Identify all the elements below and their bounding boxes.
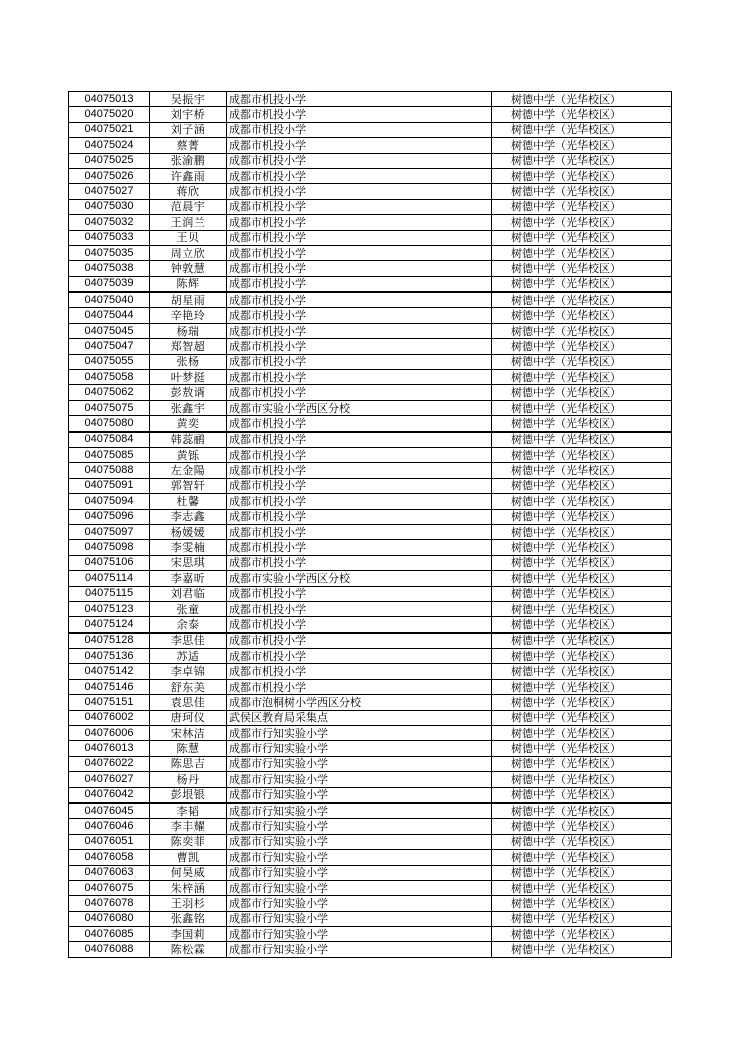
- school-cell: 成都市机投小学: [227, 509, 492, 524]
- table-row: [69, 601, 672, 616]
- student-id-cell: 04075033: [69, 230, 150, 245]
- student-id-cell: 04075128: [69, 633, 150, 649]
- student-id-cell: 04075044: [69, 308, 150, 323]
- student-id-cell: 04076063: [69, 865, 150, 880]
- school-cell: 成都市机投小学: [227, 107, 492, 122]
- student-name-cell: 杜馨: [150, 494, 227, 509]
- table-row: [69, 122, 672, 137]
- school-cell: 武侯区教育局采集点: [227, 710, 492, 725]
- table-row: [69, 555, 672, 570]
- student-name-cell: 袁思佳: [150, 695, 227, 710]
- school-cell: 成都市行知实验小学: [227, 865, 492, 880]
- destination-cell: 树德中学（光华校区）: [492, 803, 672, 819]
- student-name-cell: 杨丹: [150, 772, 227, 787]
- table-row: [69, 339, 672, 354]
- destination-cell: 树德中学（光华校区）: [492, 261, 672, 276]
- table-row: [69, 261, 672, 276]
- table-row: [69, 710, 672, 725]
- destination-cell: 树德中学（光华校区）: [492, 695, 672, 710]
- school-cell: 成都市机投小学: [227, 261, 492, 276]
- school-cell: 成都市行知实验小学: [227, 942, 492, 957]
- school-cell: 成都市实验小学西区分校: [227, 571, 492, 586]
- table-row: [69, 107, 672, 122]
- student-name-cell: 李韬: [150, 803, 227, 819]
- school-cell: 成都市机投小学: [227, 276, 492, 292]
- destination-cell: 树德中学（光华校区）: [492, 184, 672, 199]
- table-row: [69, 524, 672, 539]
- student-id-cell: 04075020: [69, 107, 150, 122]
- student-name-cell: 辛艳玲: [150, 308, 227, 323]
- destination-cell: 树德中学（光华校区）: [492, 649, 672, 664]
- table-row: [69, 308, 672, 323]
- student-name-cell: 张杨: [150, 354, 227, 369]
- school-cell: 成都市机投小学: [227, 292, 492, 308]
- school-cell: 成都市机投小学: [227, 617, 492, 633]
- table-row: [69, 617, 672, 633]
- destination-cell: 树德中学（光华校区）: [492, 741, 672, 756]
- destination-cell: 树德中学（光华校区）: [492, 168, 672, 183]
- destination-cell: 树德中学（光华校区）: [492, 756, 672, 771]
- table-row: [69, 230, 672, 245]
- school-cell: 成都市机投小学: [227, 339, 492, 354]
- student-name-cell: 李国莉: [150, 927, 227, 942]
- student-id-cell: 04075142: [69, 664, 150, 679]
- table-row: [69, 756, 672, 771]
- student-name-cell: 蔡菁: [150, 138, 227, 153]
- destination-cell: 树德中学（光华校区）: [492, 339, 672, 354]
- destination-cell: 树德中学（光华校区）: [492, 927, 672, 942]
- destination-cell: 树德中学（光华校区）: [492, 230, 672, 245]
- table-row: [69, 787, 672, 803]
- student-id-cell: 04075027: [69, 184, 150, 199]
- destination-cell: 树德中学（光华校区）: [492, 911, 672, 926]
- school-cell: 成都市机投小学: [227, 215, 492, 230]
- table-row: [69, 276, 672, 292]
- destination-cell: 树德中学（光华校区）: [492, 447, 672, 462]
- student-name-cell: 杨媛媛: [150, 524, 227, 539]
- school-cell: 成都市机投小学: [227, 92, 492, 107]
- student-id-cell: 04075047: [69, 339, 150, 354]
- student-name-cell: 陈奕菲: [150, 834, 227, 849]
- destination-cell: 树德中学（光华校区）: [492, 524, 672, 539]
- destination-cell: 树德中学（光华校区）: [492, 276, 672, 292]
- table-row: [69, 400, 672, 415]
- school-cell: 成都市机投小学: [227, 649, 492, 664]
- table-row: [69, 494, 672, 509]
- student-name-cell: 余泰: [150, 617, 227, 633]
- student-id-cell: 04076045: [69, 803, 150, 819]
- destination-cell: 树德中学（光华校区）: [492, 896, 672, 911]
- student-id-cell: 04076080: [69, 911, 150, 926]
- destination-cell: 树德中学（光华校区）: [492, 834, 672, 849]
- school-cell: 成都市机投小学: [227, 586, 492, 601]
- student-name-cell: 范晨宇: [150, 199, 227, 214]
- destination-cell: 树德中学（光华校区）: [492, 772, 672, 787]
- school-cell: 成都市行知实验小学: [227, 726, 492, 741]
- destination-cell: 树德中学（光华校区）: [492, 850, 672, 865]
- student-name-cell: 李志鑫: [150, 509, 227, 524]
- student-name-cell: 钟敦慧: [150, 261, 227, 276]
- student-id-cell: 04075098: [69, 540, 150, 555]
- student-id-cell: 04076075: [69, 880, 150, 895]
- school-cell: 成都市机投小学: [227, 138, 492, 153]
- destination-cell: 树德中学（光华校区）: [492, 726, 672, 741]
- school-cell: 成都市机投小学: [227, 385, 492, 400]
- student-id-cell: 04075035: [69, 245, 150, 260]
- destination-cell: 树德中学（光华校区）: [492, 664, 672, 679]
- school-cell: 成都市机投小学: [227, 478, 492, 493]
- admission-table: [68, 91, 672, 958]
- student-id-cell: 04075096: [69, 509, 150, 524]
- destination-cell: 树德中学（光华校区）: [492, 370, 672, 385]
- student-name-cell: 杨瑞: [150, 323, 227, 338]
- table-row: [69, 679, 672, 694]
- student-id-cell: 04075097: [69, 524, 150, 539]
- student-name-cell: 张童: [150, 601, 227, 616]
- table-row: [69, 323, 672, 338]
- destination-cell: 树德中学（光华校区）: [492, 308, 672, 323]
- table-row: [69, 168, 672, 183]
- destination-cell: 树德中学（光华校区）: [492, 633, 672, 649]
- student-id-cell: 04075075: [69, 400, 150, 415]
- student-name-cell: 韩蕊鹂: [150, 432, 227, 448]
- table-row: [69, 942, 672, 957]
- student-name-cell: 黄铄: [150, 447, 227, 462]
- student-name-cell: 王贝: [150, 230, 227, 245]
- school-cell: 成都市机投小学: [227, 370, 492, 385]
- table-row: [69, 865, 672, 880]
- student-name-cell: 周立欣: [150, 245, 227, 260]
- destination-cell: 树德中学（光华校区）: [492, 432, 672, 448]
- student-id-cell: 04076085: [69, 927, 150, 942]
- destination-cell: 树德中学（光华校区）: [492, 416, 672, 432]
- table-row: [69, 432, 672, 448]
- student-name-cell: 张鑫铭: [150, 911, 227, 926]
- school-cell: 成都市实验小学西区分校: [227, 400, 492, 415]
- school-cell: 成都市行知实验小学: [227, 927, 492, 942]
- destination-cell: 树德中学（光华校区）: [492, 92, 672, 107]
- school-cell: 成都市行知实验小学: [227, 787, 492, 803]
- school-cell: 成都市机投小学: [227, 664, 492, 679]
- table-row: [69, 509, 672, 524]
- destination-cell: 树德中学（光华校区）: [492, 215, 672, 230]
- destination-cell: 树德中学（光华校区）: [492, 385, 672, 400]
- school-cell: 成都市机投小学: [227, 633, 492, 649]
- school-cell: 成都市机投小学: [227, 199, 492, 214]
- destination-cell: 树德中学（光华校区）: [492, 710, 672, 725]
- table-row: [69, 772, 672, 787]
- destination-cell: 树德中学（光华校区）: [492, 571, 672, 586]
- student-id-cell: 04075123: [69, 601, 150, 616]
- student-name-cell: 陈思吉: [150, 756, 227, 771]
- student-id-cell: 04076022: [69, 756, 150, 771]
- school-cell: 成都市机投小学: [227, 447, 492, 462]
- table-row: [69, 540, 672, 555]
- table-row: [69, 741, 672, 756]
- student-name-cell: 左金陽: [150, 463, 227, 478]
- school-cell: 成都市行知实验小学: [227, 819, 492, 834]
- student-name-cell: 王润兰: [150, 215, 227, 230]
- table-row: [69, 649, 672, 664]
- school-cell: 成都市机投小学: [227, 524, 492, 539]
- student-id-cell: 04075124: [69, 617, 150, 633]
- school-cell: 成都市机投小学: [227, 122, 492, 137]
- destination-cell: 树德中学（光华校区）: [492, 679, 672, 694]
- student-name-cell: 郭智轩: [150, 478, 227, 493]
- student-name-cell: 曹凯: [150, 850, 227, 865]
- school-cell: 成都市机投小学: [227, 432, 492, 448]
- table-row: [69, 896, 672, 911]
- student-id-cell: 04075091: [69, 478, 150, 493]
- student-id-cell: 04075026: [69, 168, 150, 183]
- student-id-cell: 04075030: [69, 199, 150, 214]
- student-name-cell: 陈慧: [150, 741, 227, 756]
- student-id-cell: 04076051: [69, 834, 150, 849]
- destination-cell: 树德中学（光华校区）: [492, 540, 672, 555]
- student-id-cell: 04076013: [69, 741, 150, 756]
- student-id-cell: 04075062: [69, 385, 150, 400]
- student-name-cell: 朱梓涵: [150, 880, 227, 895]
- student-name-cell: 宋思琪: [150, 555, 227, 570]
- student-name-cell: 许鑫雨: [150, 168, 227, 183]
- school-cell: 成都市机投小学: [227, 540, 492, 555]
- student-name-cell: 唐珂仪: [150, 710, 227, 725]
- student-name-cell: 何昊威: [150, 865, 227, 880]
- student-name-cell: 刘子涵: [150, 122, 227, 137]
- table-row: [69, 138, 672, 153]
- student-name-cell: 胡星雨: [150, 292, 227, 308]
- student-name-cell: 李丰耀: [150, 819, 227, 834]
- student-id-cell: 04076002: [69, 710, 150, 725]
- student-name-cell: 张渝鹏: [150, 153, 227, 168]
- destination-cell: 树德中学（光华校区）: [492, 199, 672, 214]
- school-cell: 成都市机投小学: [227, 555, 492, 570]
- student-name-cell: 陈辉: [150, 276, 227, 292]
- table-row: [69, 385, 672, 400]
- student-name-cell: 叶梦挺: [150, 370, 227, 385]
- school-cell: 成都市机投小学: [227, 679, 492, 694]
- student-name-cell: 宋林洁: [150, 726, 227, 741]
- table-row: [69, 478, 672, 493]
- student-name-cell: 苏适: [150, 649, 227, 664]
- student-id-cell: 04076058: [69, 850, 150, 865]
- school-cell: 成都市机投小学: [227, 323, 492, 338]
- school-cell: 成都市机投小学: [227, 601, 492, 616]
- table-row: [69, 834, 672, 849]
- student-name-cell: 陈松霖: [150, 942, 227, 957]
- student-id-cell: 04075106: [69, 555, 150, 570]
- destination-cell: 树德中学（光华校区）: [492, 292, 672, 308]
- student-name-cell: 吴振宇: [150, 92, 227, 107]
- destination-cell: 树德中学（光华校区）: [492, 865, 672, 880]
- destination-cell: 树德中学（光华校区）: [492, 494, 672, 509]
- student-id-cell: 04075021: [69, 122, 150, 137]
- school-cell: 成都市行知实验小学: [227, 896, 492, 911]
- table-row: [69, 153, 672, 168]
- table-row: [69, 803, 672, 819]
- destination-cell: 树德中学（光华校区）: [492, 617, 672, 633]
- school-cell: 成都市机投小学: [227, 153, 492, 168]
- table-body: [69, 92, 672, 958]
- student-id-cell: 04075115: [69, 586, 150, 601]
- table-row: [69, 927, 672, 942]
- student-id-cell: 04076027: [69, 772, 150, 787]
- destination-cell: 树德中学（光华校区）: [492, 138, 672, 153]
- school-cell: 成都市机投小学: [227, 416, 492, 432]
- school-cell: 成都市机投小学: [227, 230, 492, 245]
- student-id-cell: 04075085: [69, 447, 150, 462]
- school-cell: 成都市机投小学: [227, 354, 492, 369]
- school-cell: 成都市机投小学: [227, 494, 492, 509]
- student-id-cell: 04075094: [69, 494, 150, 509]
- school-cell: 成都市机投小学: [227, 463, 492, 478]
- school-cell: 成都市机投小学: [227, 184, 492, 199]
- student-id-cell: 04076088: [69, 942, 150, 957]
- table-row: [69, 370, 672, 385]
- table-row: [69, 726, 672, 741]
- student-name-cell: 张鑫宇: [150, 400, 227, 415]
- student-name-cell: 李雯楠: [150, 540, 227, 555]
- student-name-cell: 彭敖谞: [150, 385, 227, 400]
- table-row: [69, 215, 672, 230]
- destination-cell: 树德中学（光华校区）: [492, 245, 672, 260]
- table-row: [69, 416, 672, 432]
- table-row: [69, 92, 672, 107]
- destination-cell: 树德中学（光华校区）: [492, 478, 672, 493]
- destination-cell: 树德中学（光华校区）: [492, 354, 672, 369]
- student-id-cell: 04075088: [69, 463, 150, 478]
- table-row: [69, 664, 672, 679]
- table-row: [69, 292, 672, 308]
- student-id-cell: 04075013: [69, 92, 150, 107]
- student-id-cell: 04075136: [69, 649, 150, 664]
- student-id-cell: 04076046: [69, 819, 150, 834]
- table-row: [69, 447, 672, 462]
- destination-cell: 树德中学（光华校区）: [492, 586, 672, 601]
- table-row: [69, 633, 672, 649]
- school-cell: 成都市行知实验小学: [227, 850, 492, 865]
- student-id-cell: 04075025: [69, 153, 150, 168]
- destination-cell: 树德中学（光华校区）: [492, 323, 672, 338]
- student-id-cell: 04075055: [69, 354, 150, 369]
- student-id-cell: 04075032: [69, 215, 150, 230]
- school-cell: 成都市泡桐树小学西区分校: [227, 695, 492, 710]
- table-row: [69, 571, 672, 586]
- school-cell: 成都市机投小学: [227, 308, 492, 323]
- table-row: [69, 184, 672, 199]
- student-id-cell: 04075058: [69, 370, 150, 385]
- table-row: [69, 199, 672, 214]
- student-id-cell: 04075080: [69, 416, 150, 432]
- student-name-cell: 刘宇桥: [150, 107, 227, 122]
- school-cell: 成都市行知实验小学: [227, 772, 492, 787]
- student-id-cell: 04075146: [69, 679, 150, 694]
- table-row: [69, 354, 672, 369]
- destination-cell: 树德中学（光华校区）: [492, 555, 672, 570]
- destination-cell: 树德中学（光华校区）: [492, 463, 672, 478]
- school-cell: 成都市机投小学: [227, 245, 492, 260]
- school-cell: 成都市行知实验小学: [227, 834, 492, 849]
- table-row: [69, 911, 672, 926]
- student-id-cell: 04075038: [69, 261, 150, 276]
- student-id-cell: 04075045: [69, 323, 150, 338]
- student-id-cell: 04076078: [69, 896, 150, 911]
- table-row: [69, 245, 672, 260]
- table-row: [69, 586, 672, 601]
- table-row: [69, 850, 672, 865]
- student-name-cell: 王羽杉: [150, 896, 227, 911]
- destination-cell: 树德中学（光华校区）: [492, 509, 672, 524]
- destination-cell: 树德中学（光华校区）: [492, 880, 672, 895]
- student-name-cell: 蒋欣: [150, 184, 227, 199]
- school-cell: 成都市行知实验小学: [227, 911, 492, 926]
- student-name-cell: 舒东美: [150, 679, 227, 694]
- destination-cell: 树德中学（光华校区）: [492, 122, 672, 137]
- student-id-cell: 04075114: [69, 571, 150, 586]
- student-id-cell: 04075040: [69, 292, 150, 308]
- student-id-cell: 04075024: [69, 138, 150, 153]
- student-name-cell: 彭垠银: [150, 787, 227, 803]
- destination-cell: 树德中学（光华校区）: [492, 601, 672, 616]
- student-id-cell: 04076042: [69, 787, 150, 803]
- school-cell: 成都市行知实验小学: [227, 741, 492, 756]
- destination-cell: 树德中学（光华校区）: [492, 153, 672, 168]
- student-name-cell: 郑智超: [150, 339, 227, 354]
- destination-cell: 树德中学（光华校区）: [492, 400, 672, 415]
- student-name-cell: 刘君临: [150, 586, 227, 601]
- student-id-cell: 04076006: [69, 726, 150, 741]
- student-id-cell: 04075039: [69, 276, 150, 292]
- school-cell: 成都市行知实验小学: [227, 803, 492, 819]
- table-row: [69, 695, 672, 710]
- student-name-cell: 李卓锦: [150, 664, 227, 679]
- student-id-cell: 04075151: [69, 695, 150, 710]
- destination-cell: 树德中学（光华校区）: [492, 787, 672, 803]
- student-name-cell: 黄奕: [150, 416, 227, 432]
- table-row: [69, 819, 672, 834]
- destination-cell: 树德中学（光华校区）: [492, 819, 672, 834]
- destination-cell: 树德中学（光华校区）: [492, 942, 672, 957]
- student-id-cell: 04075084: [69, 432, 150, 448]
- student-name-cell: 李思佳: [150, 633, 227, 649]
- destination-cell: 树德中学（光华校区）: [492, 107, 672, 122]
- school-cell: 成都市行知实验小学: [227, 756, 492, 771]
- table-row: [69, 880, 672, 895]
- school-cell: 成都市机投小学: [227, 168, 492, 183]
- school-cell: 成都市行知实验小学: [227, 880, 492, 895]
- table-row: [69, 463, 672, 478]
- student-name-cell: 李嘉昕: [150, 571, 227, 586]
